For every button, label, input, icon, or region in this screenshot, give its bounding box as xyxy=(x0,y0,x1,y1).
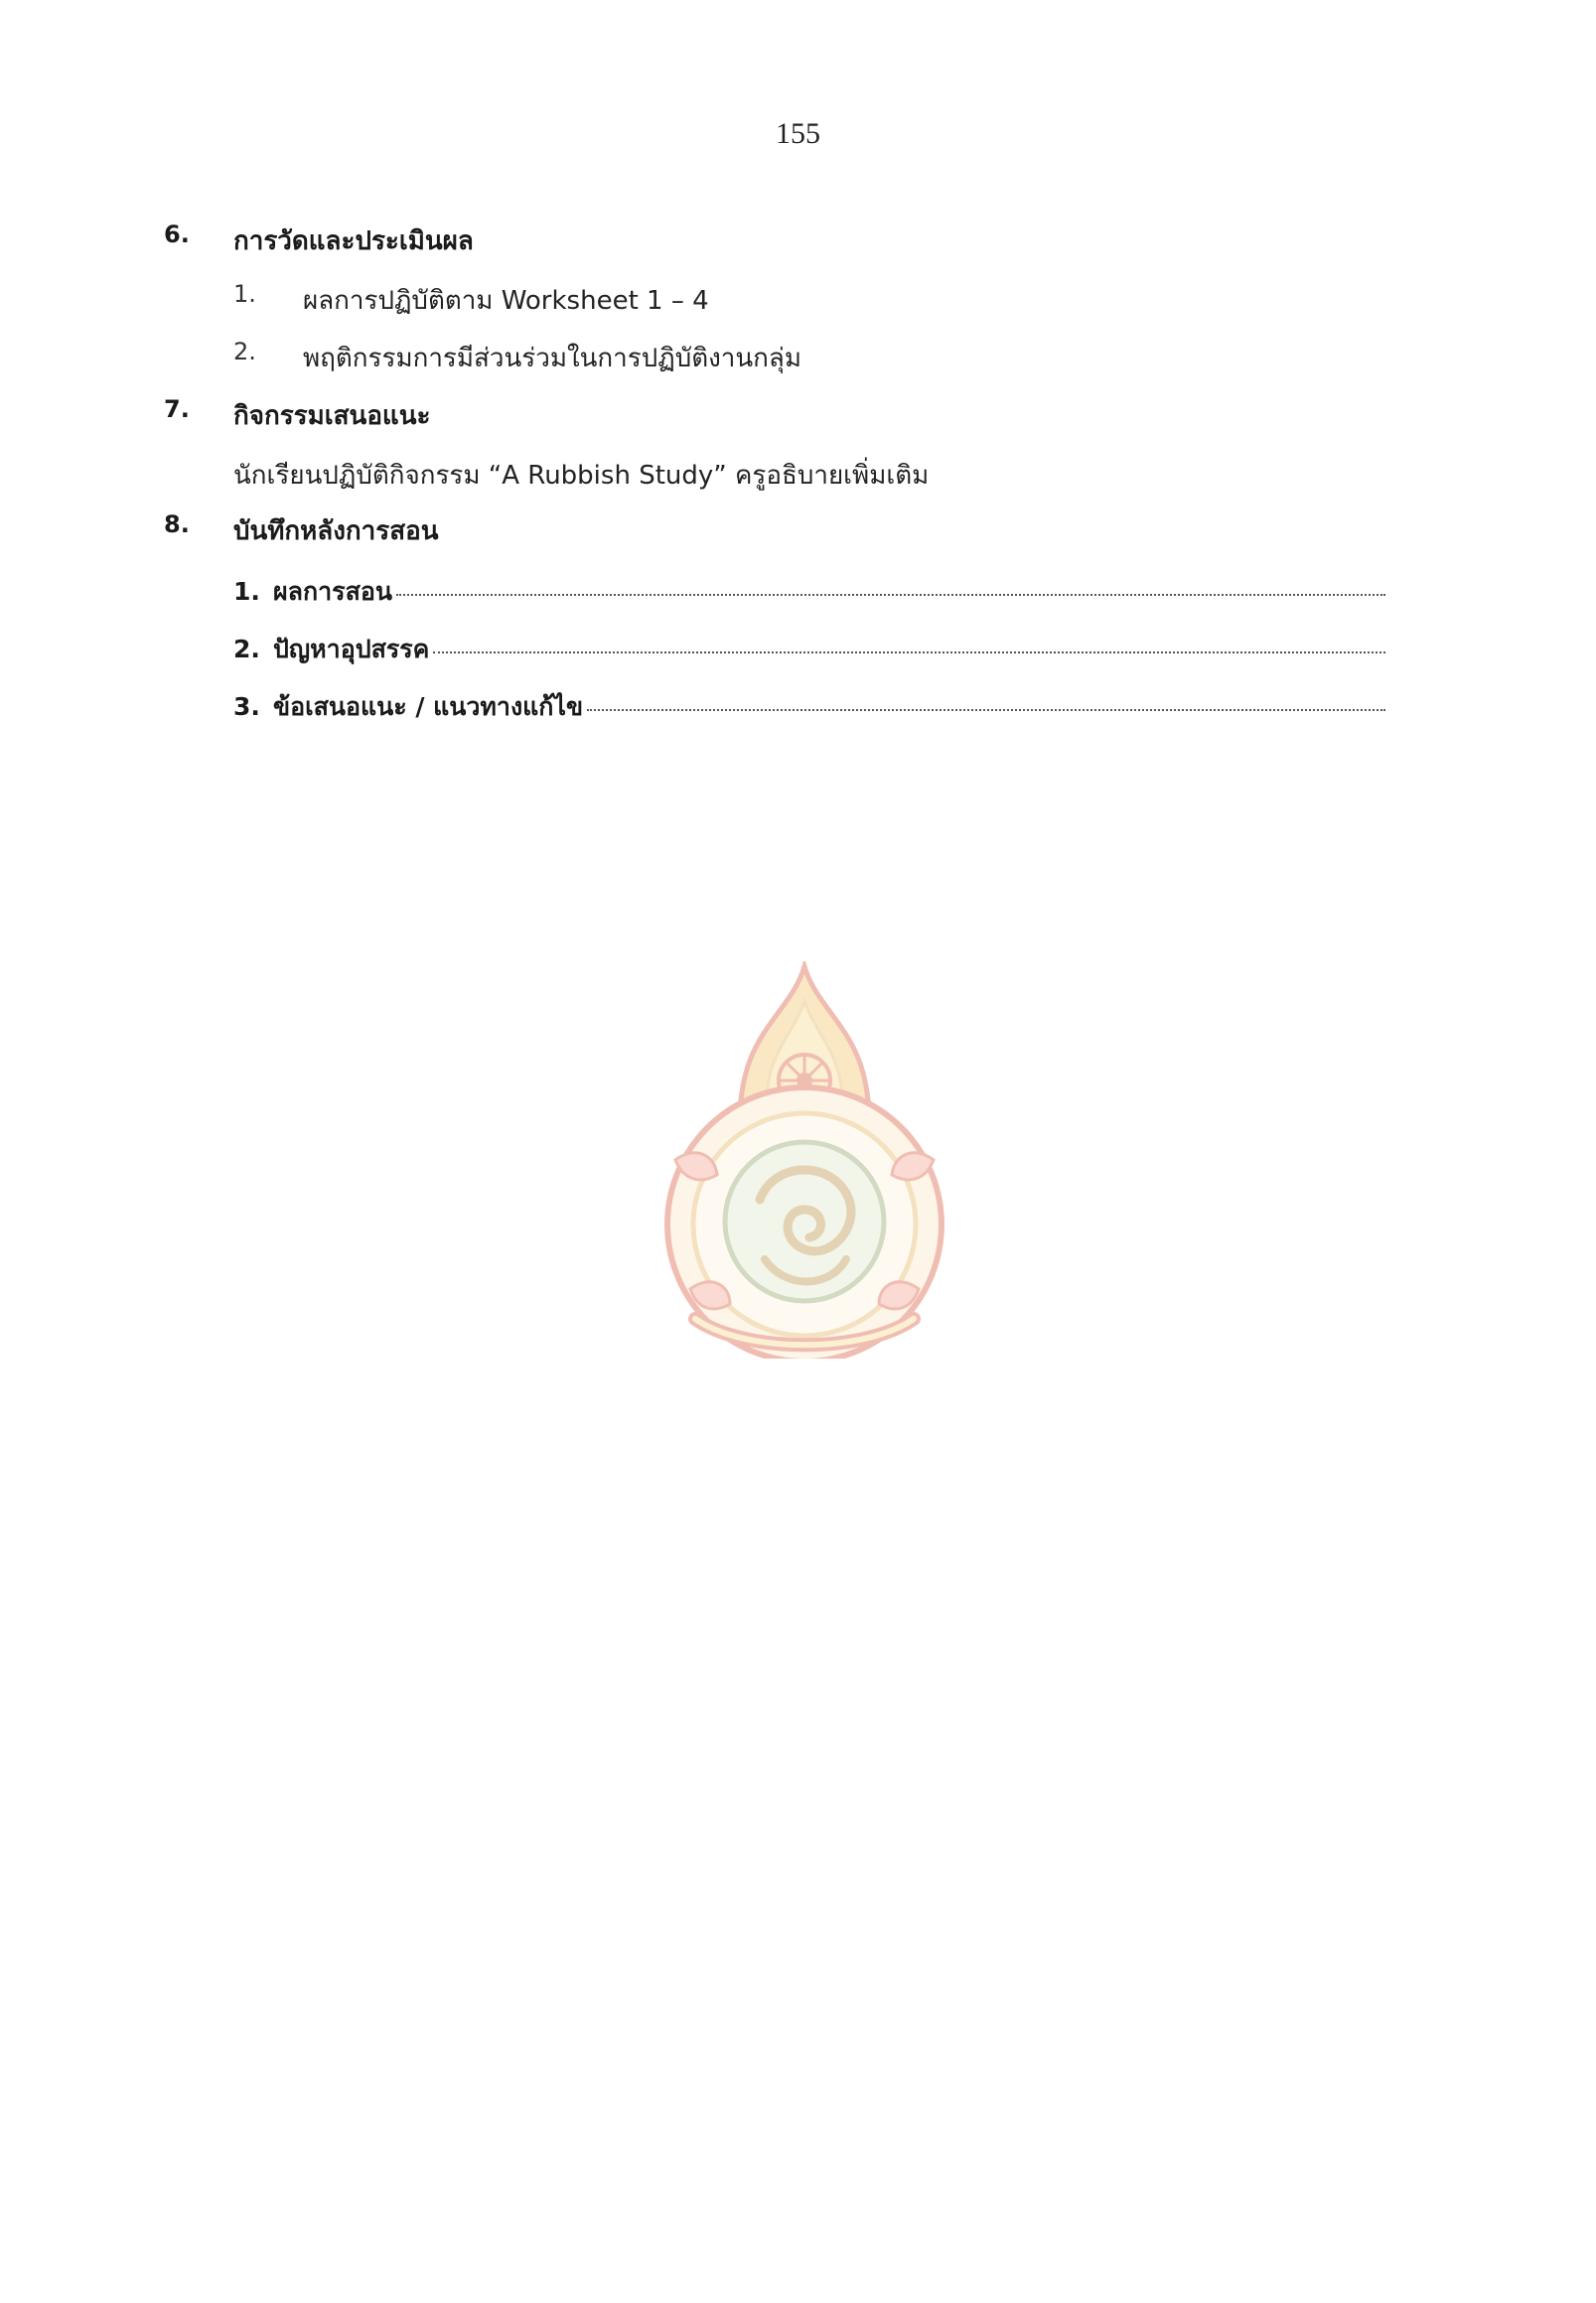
item-number: 1. xyxy=(233,280,256,308)
note-number: 2. xyxy=(233,635,260,663)
note-line-suggestions xyxy=(233,687,1385,727)
item-text: ผลการปฏิบัติตาม Worksheet 1 – 4 xyxy=(303,286,709,316)
section-title: การวัดและประเมินผล xyxy=(233,226,474,256)
note-number: 1. xyxy=(233,577,260,606)
activity-text: นักเรียนปฏิบัติกิจกรรม “A Rubbish Study” ครูอธิบายเพิ่มเติม xyxy=(233,461,930,491)
note-label: ปัญหาอุปสรรค xyxy=(273,635,430,663)
item-text: พฤติกรรมการมีส่วนร่วมในการปฏิบัติงานกลุ่ม xyxy=(303,344,801,373)
section-number: 6. xyxy=(164,220,190,248)
item-number: 2. xyxy=(233,338,256,365)
section-title: บันทึกหลังการสอน xyxy=(233,516,439,546)
dotted-fill-line xyxy=(433,650,1385,653)
dotted-fill-line xyxy=(587,708,1385,711)
section-number: 7. xyxy=(164,395,190,423)
note-label: ข้อเสนอแนะ / แนวทางแก้ไข xyxy=(273,692,584,721)
obec-seal-icon xyxy=(655,961,953,1359)
note-line-problems xyxy=(233,630,1385,669)
dotted-fill-line xyxy=(396,593,1385,596)
section-number: 8. xyxy=(164,510,190,538)
section-title: กิจกรรมเสนอแนะ xyxy=(233,401,431,431)
note-line-teaching-results xyxy=(233,572,1385,612)
note-number: 3. xyxy=(233,692,260,721)
note-label: ผลการสอน xyxy=(273,577,392,606)
page-number: 155 xyxy=(776,117,820,150)
